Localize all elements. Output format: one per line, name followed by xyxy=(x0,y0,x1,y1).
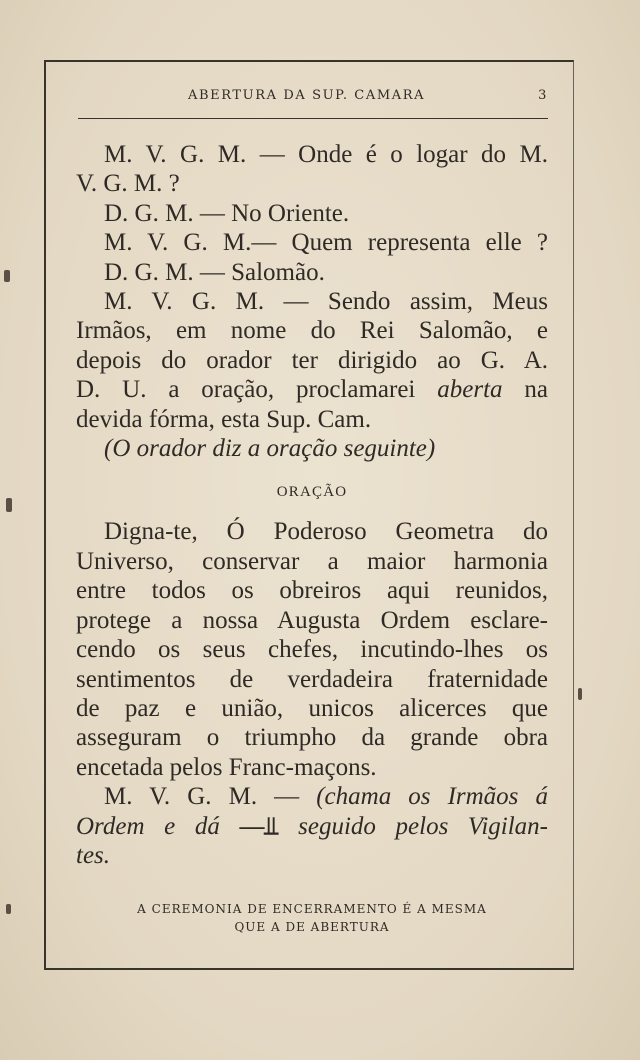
italic-fragment: Ordem e dá xyxy=(76,812,240,840)
text-line xyxy=(76,375,548,404)
section-heading: ORAÇÃO xyxy=(276,484,348,501)
text-fragment: D. U. a oração, proclamarei xyxy=(76,376,438,404)
margin-mark xyxy=(6,498,12,512)
italic-fragment: aberta xyxy=(437,376,503,404)
text-line: Universo, conservar a maior harmonia xyxy=(76,547,548,575)
text-line: de paz e união, unicos alicerces que xyxy=(76,694,548,722)
text-line: M. V. G. M. — Onde é o logar do M. xyxy=(104,141,548,168)
stage-direction: (O orador diz a oração seguinte) xyxy=(104,435,436,463)
footer-note xyxy=(76,900,548,936)
margin-mark xyxy=(578,688,582,700)
text-line: M. V. G. M.— Quem representa elle ? xyxy=(104,229,548,257)
text-line: asseguram o triumpho da grande obra xyxy=(76,724,548,752)
text-line: cendo os seus chefes, incutindo-lhes os xyxy=(76,636,548,664)
margin-mark xyxy=(6,904,11,914)
running-title: ABERTURA DA SUP. CAMARA xyxy=(188,88,426,103)
text-line: V. G. M. ? xyxy=(76,170,180,198)
text-fragment: na xyxy=(502,376,548,404)
text-line: Irmãos, em nome do Rei Salomão, e xyxy=(76,317,548,345)
text-line: depois do orador ter dirigido ao G. A. xyxy=(76,346,548,374)
text-line: D. G. M. — No Oriente. xyxy=(104,199,350,227)
text-line: D. G. M. — Salomão. xyxy=(104,258,325,286)
text-line: entre todos os obreiros aqui reunidos, xyxy=(76,577,548,605)
page-body xyxy=(76,140,548,870)
italic-fragment: seguido pelos Vigilan- xyxy=(278,812,549,840)
text-line: M. V. G. M. — Sendo assim, Meus xyxy=(104,288,548,316)
text-line xyxy=(76,812,548,841)
page-number: 3 xyxy=(538,88,548,103)
text-line: Digna-te, Ó Poderoso Geometra do xyxy=(104,518,548,546)
text-line xyxy=(76,782,548,811)
running-header xyxy=(188,88,548,103)
text-line: devida fórma, esta Sup. Cam. xyxy=(76,405,372,433)
footer-line: A CEREMONIA DE ENCERRAMENTO É A MESMA xyxy=(137,902,487,916)
text-line: encetada pelos Franc-maçons. xyxy=(76,753,377,781)
text-line: sentimentos de verdadeira fraternidade xyxy=(76,665,548,693)
margin-mark xyxy=(4,270,10,282)
text-line: protege a nossa Augusta Ordem esclare- xyxy=(76,606,548,634)
text-fragment: M. V. G. M. — xyxy=(104,783,317,811)
header-rule xyxy=(78,118,548,119)
mallet-symbol: —⫫ xyxy=(239,812,279,840)
footer-line: QUE A DE ABERTURA xyxy=(234,920,390,934)
italic-fragment: (chama os Irmãos á xyxy=(316,783,548,811)
text-line: tes. xyxy=(76,841,111,869)
